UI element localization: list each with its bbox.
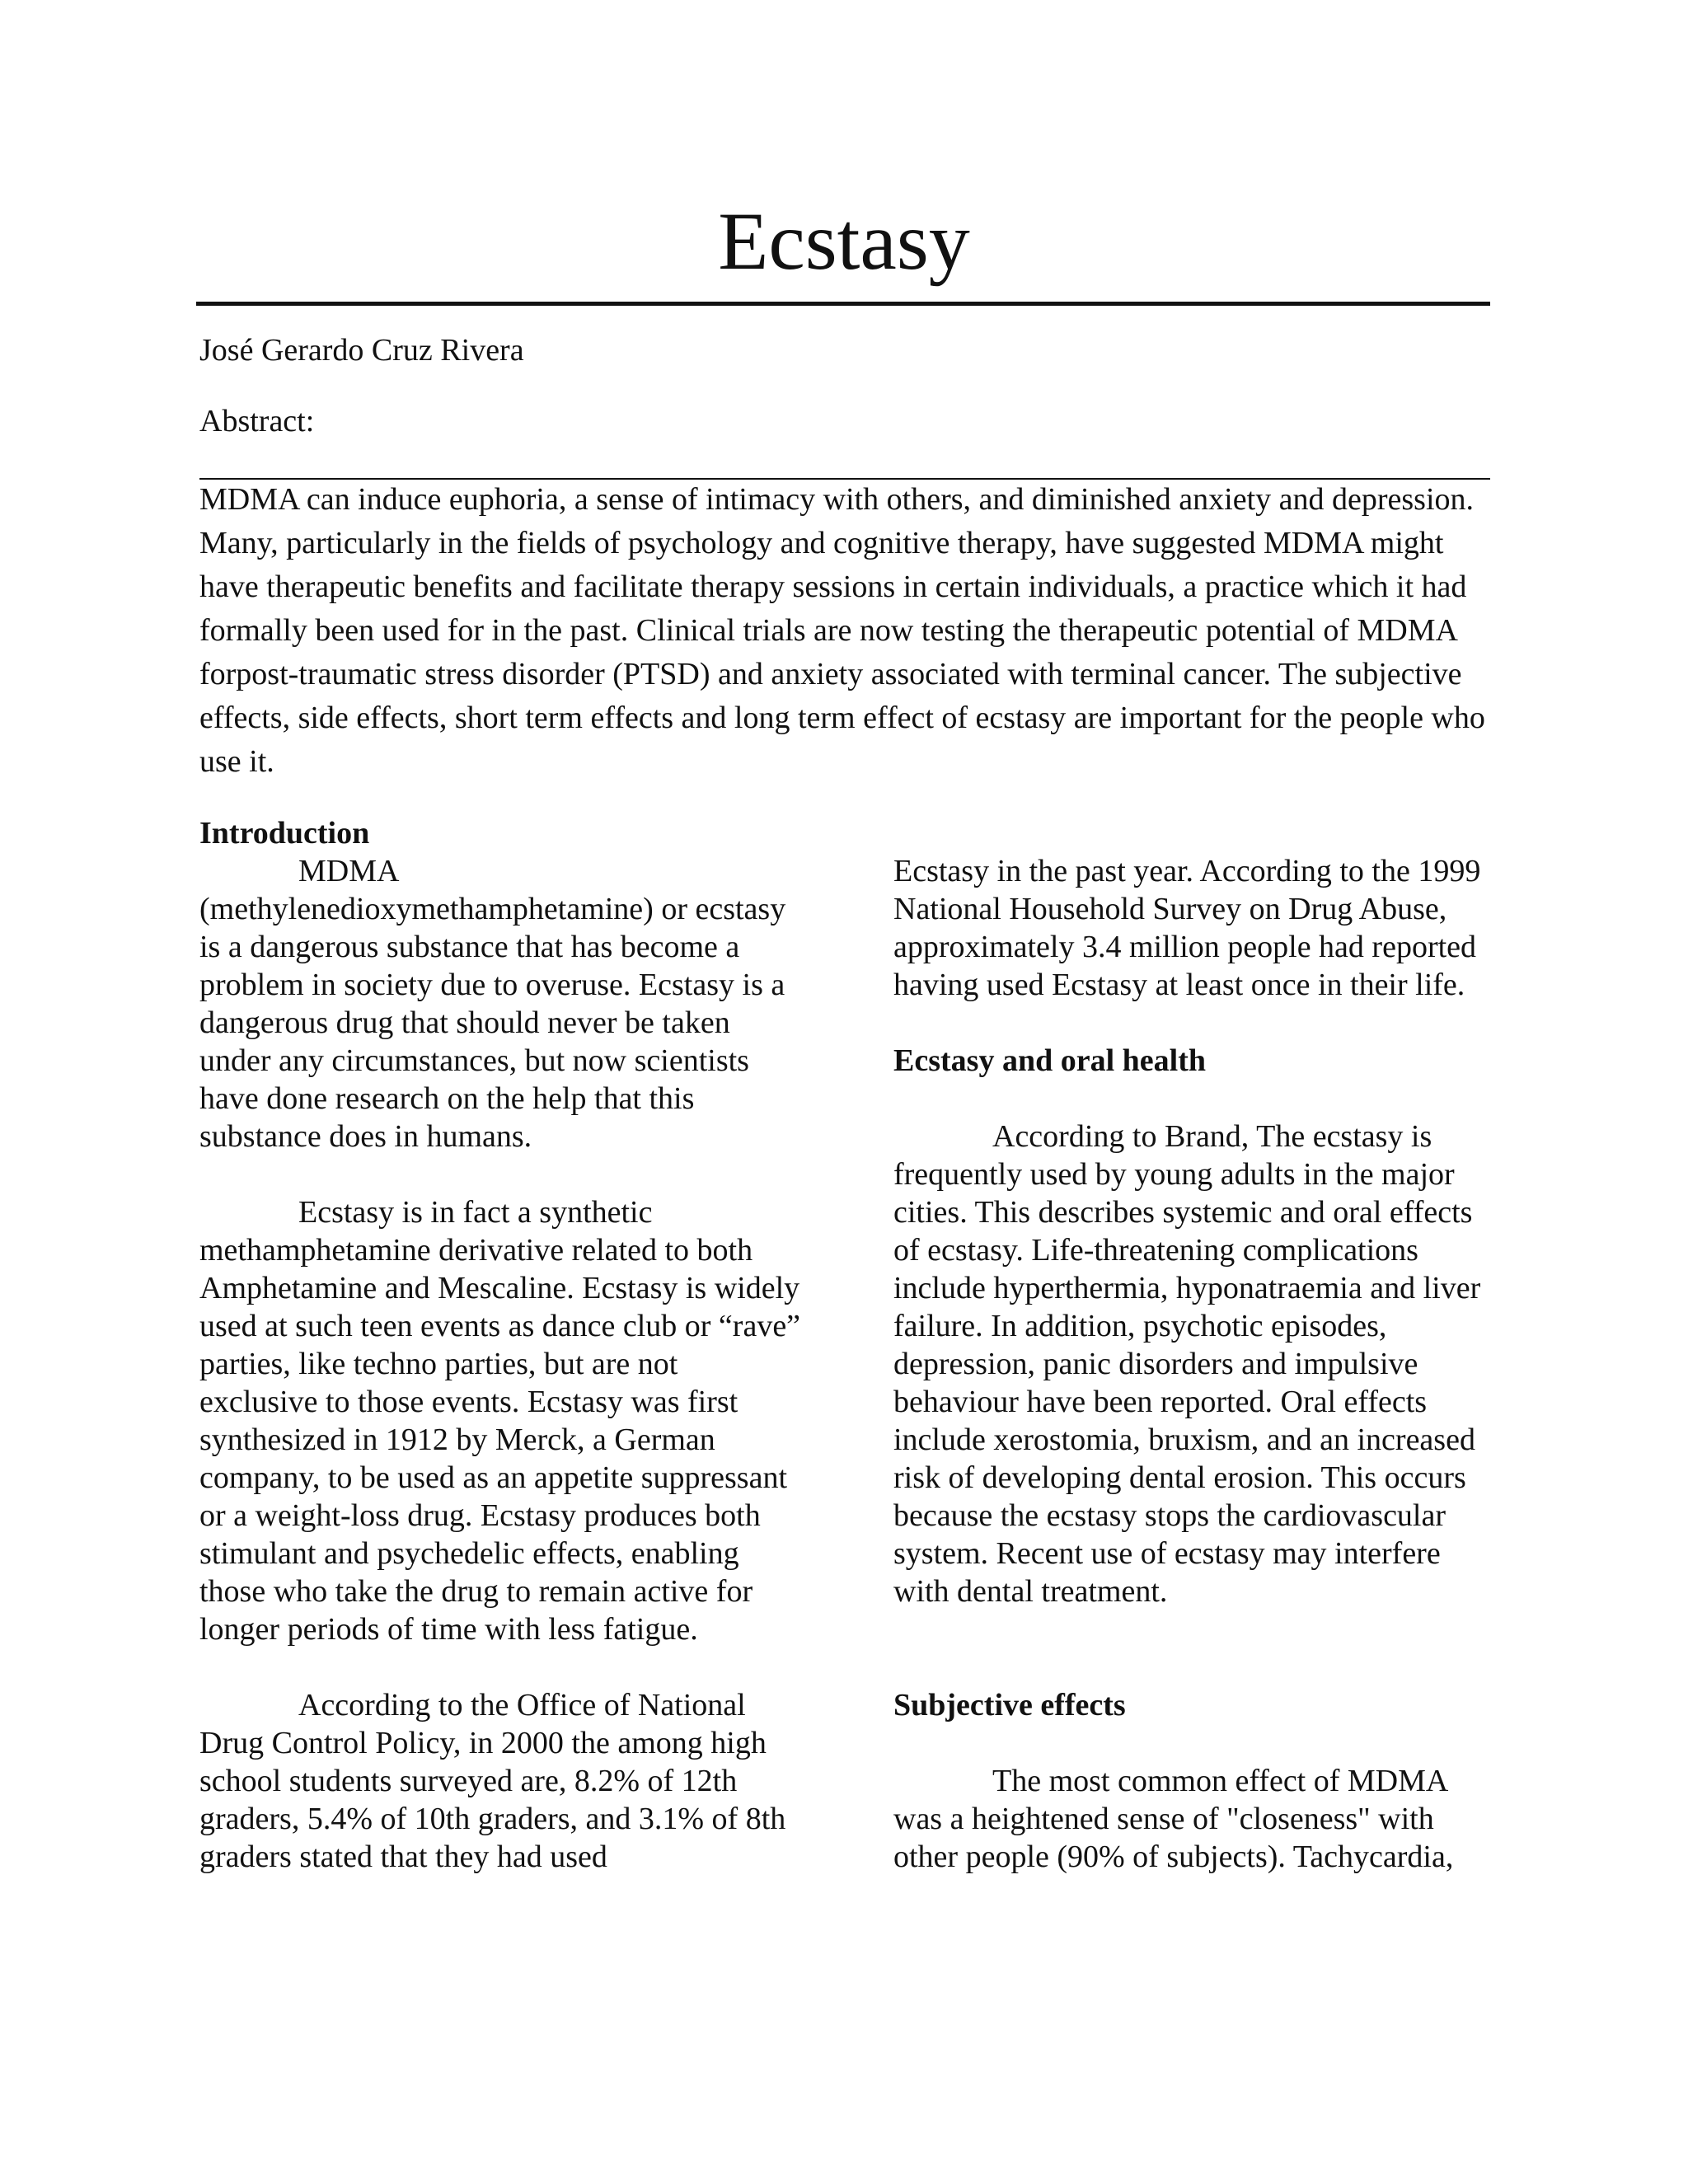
introduction-heading: Introduction	[199, 816, 370, 851]
introduction-paragraph-3: According to the Office of National Drug Control Policy, in 2000 the among high school students surveyed are, 8.2% of 12th graders, 5.4% of 10th graders, and 3.1% of 8th graders stated that they had used	[199, 1688, 786, 1874]
right-column	[893, 852, 1495, 1876]
introduction-paragraph-1: MDMA (methylenedioxymethamphetamine) or ecstasy is a dangerous substance that has become a problem in society due to overuse. Ecstasy is a dangerous drug that should never be taken under any circumstances, but now scientists have done research on the help that this substance does in humans.	[199, 854, 786, 1154]
left-column	[199, 814, 801, 1876]
subjective-effects-paragraph: The most common effect of MDMA was a heightened sense of "closeness" with other people (90% of subjects). Tachycardia,	[893, 1764, 1454, 1874]
author-name: José Gerardo Cruz Rivera	[199, 333, 524, 368]
title-divider	[196, 302, 1490, 306]
subjective-effects-heading: Subjective effects	[893, 1688, 1126, 1722]
abstract-label: Abstract:	[199, 404, 315, 438]
oral-health-heading: Ecstasy and oral health	[893, 1043, 1206, 1078]
oral-health-paragraph: According to Brand, The ecstasy is frequently used by young adults in the major cities. This describes systemic and oral effects of ecstasy. Life-threatening complications include hyperthermia, hyponatraemia and liver failure. In addition, psychotic episodes, depression, panic disorders and impulsive behaviour have been reported. Oral effects include xerostomia, bruxism, and an increased risk of developing dental erosion. This occurs because the ecstasy stops the cardiovascular system. Recent use of ecstasy may interfere with dental treatment.	[893, 1119, 1481, 1609]
abstract-text: MDMA can induce euphoria, a sense of intimacy with others, and diminished anxiety and depression. Many, particularly in the fields of psychology and cognitive therapy, have suggested MDMA might have therapeutic benefits and facilitate therapy sessions in certain individuals, a practice which it had formally been used for in the past. Clinical trials are now testing the therapeutic potential of MDMA forpost-traumatic stress disorder (PTSD) and anxiety associated with terminal cancer. The subjective effects, side effects, short term effects and long term effect of ecstasy are important for the people who use it.	[199, 482, 1485, 779]
continued-paragraph: Ecstasy in the past year. According to the 1999 National Household Survey on Drug Abuse, approximately 3.4 million people had reported having used Ecstasy at least once in their life.	[893, 854, 1481, 1002]
document-title: Ecstasy	[718, 195, 970, 287]
introduction-paragraph-2: Ecstasy is in fact a synthetic methamphetamine derivative related to both Amphetamine and Mescaline. Ecstasy is widely used at such teen events as dance club or “rave” parties, like techno parties, but are not exclusive to those events. Ecstasy was first synthesized in 1912 by Merck, a German company, to be used as an appetite suppressant or a weight-loss drug. Ecstasy produces both stimulant and psychedelic effects, enabling those who take the drug to remain active for longer periods of time with less fatigue.	[199, 1195, 801, 1647]
